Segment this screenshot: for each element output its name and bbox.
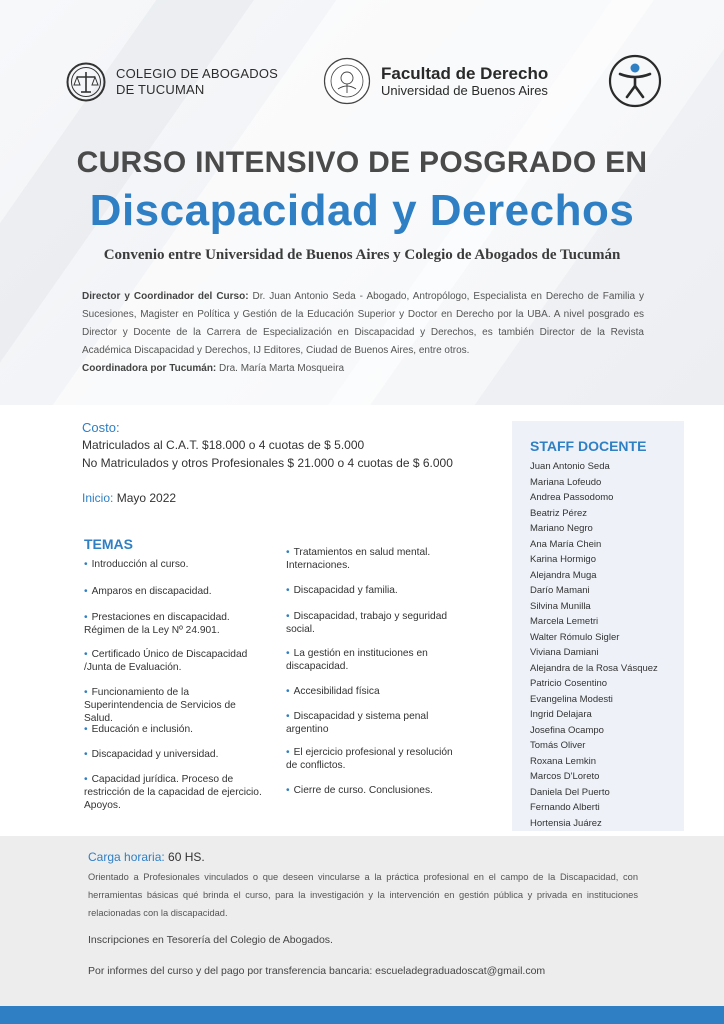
course-title-line1: CURSO INTENSIVO DE POSGRADO EN <box>76 146 648 179</box>
list-item: • La gestión en instituciones en discapacidad. <box>286 648 428 672</box>
staff-name: Ana María Chein <box>530 538 602 550</box>
bullet-icon: • <box>286 686 290 697</box>
staff-name: Ingrid Delajara <box>530 709 592 720</box>
list-item: • Discapacidad y sistema penal argentino <box>286 711 429 735</box>
bullet-icon: • <box>286 648 290 659</box>
staff-name: Marcela Lemetri <box>530 616 599 627</box>
carga-horaria <box>88 850 205 864</box>
carga-value: 60 HS. <box>164 850 205 864</box>
staff-name: Fernando Alberti <box>530 802 600 813</box>
list-item: • Amparos en discapacidad. <box>84 586 212 597</box>
colegio-logo <box>66 62 278 102</box>
list-item: • Tratamientos en salud mental. Internaciones. <box>286 547 431 571</box>
staff-name: Alejandra Muga <box>530 569 597 581</box>
staff-name: Mariano Negro <box>530 523 593 534</box>
director-text: Dr. Juan Antonio Seda - Abogado, Antropólogo, Especialista en Derecho de Familia y Sucesiones, Magister en Política y Gestión de la Educación Superior y Doctor en Derecho por la UBA. A nivel posgrado es Director y Docente de la Carrera de Especialización en Discapacidad y Derechos, es también Director de la Revista Académica Discapacidad y Derechos, IJ Editores, Ciudad de Buenos Aires, entre otros. <box>82 291 645 356</box>
informes-text: Por informes del curso y del pago por transferencia bancaria: escueladegraduadoscat@gmail.com <box>88 965 546 977</box>
footer-bar <box>0 1006 724 1024</box>
inicio-info <box>82 491 176 505</box>
staff-name: Tomás Oliver <box>530 740 586 751</box>
staff-name: Josefina Ocampo <box>530 724 604 736</box>
carga-label: Carga horaria: <box>88 850 165 864</box>
inscripciones-text: Inscripciones en Tesorería del Colegio de Abogados. <box>88 934 333 946</box>
costo-label: Costo: <box>82 420 120 435</box>
facultad-name: Facultad de Derecho <box>381 63 549 83</box>
accessibility-icon <box>608 54 662 108</box>
staff-list <box>530 459 658 831</box>
list-item: • Prestaciones en discapacidad. Régimen de la Ley Nº 24.901. <box>84 612 230 636</box>
bullet-icon: • <box>286 785 290 796</box>
bullet-icon: • <box>84 559 88 570</box>
list-item: • Accesibilidad física <box>286 686 380 697</box>
staff-name: Patricio Cosentino <box>530 678 608 689</box>
bullet-icon: • <box>286 547 290 558</box>
list-item: • Educación e inclusión. <box>84 724 193 735</box>
colegio-name-line2: DE TUCUMAN <box>116 82 205 97</box>
course-title-line2: Discapacidad y Derechos <box>89 186 635 235</box>
list-item: • Discapacidad y familia. <box>286 585 398 596</box>
inicio-value: Mayo 2022 <box>113 491 177 505</box>
orientado-text: Orientado a Profesionales vinculados o que deseen vincularse a la práctica profesional en el campo de la Discapacidad, con herramientas básicas qué brinda el curso, para la investigación y la intervención en gestión pública y privada en instituciones relacionadas con la discapacidad. <box>88 872 638 918</box>
staff-name: Mariana Lofeudo <box>530 476 602 488</box>
convenio-subtitle: Convenio entre Universidad de Buenos Aires y Colegio de Abogados de Tucumán <box>103 247 621 263</box>
bullet-icon: • <box>286 747 290 758</box>
list-item: • Discapacidad y universidad. <box>84 749 219 760</box>
bullet-icon: • <box>286 585 290 596</box>
list-item: • Introducción al curso. <box>84 559 189 570</box>
staff-title: STAFF DOCENTE <box>530 438 647 454</box>
staff-name: Marcos D'Loreto <box>530 771 600 782</box>
bullet-icon: • <box>84 749 88 760</box>
staff-name: Viviana Damiani <box>530 647 599 658</box>
staff-name: Karina Hormigo <box>530 554 596 565</box>
staff-name: Juan Antonio Seda <box>530 461 610 472</box>
staff-name: Hortensia Juárez <box>530 817 602 829</box>
staff-name: Daniela Del Puerto <box>530 786 610 798</box>
bullet-icon: • <box>84 687 88 698</box>
staff-name: Beatriz Pérez <box>530 507 588 519</box>
staff-name: Walter Rómulo Sigler <box>530 631 620 643</box>
bullet-icon: • <box>84 612 88 623</box>
inicio-label: Inicio: <box>82 491 114 505</box>
bullet-icon: • <box>84 649 88 660</box>
universidad-name: Universidad de Buenos Aires <box>381 82 548 98</box>
list-item: • Funcionamiento de la Superintendencia de Servicios de Salud. <box>84 687 236 724</box>
director-label: Director y Coordinador del Curso: <box>82 291 249 302</box>
bullet-icon: • <box>84 774 88 785</box>
list-item: • Certificado Único de Discapacidad /Junta de Evaluación. <box>84 649 248 673</box>
bullet-icon: • <box>286 711 290 722</box>
director-description <box>82 288 644 378</box>
list-item: • Cierre de curso. Conclusiones. <box>286 785 433 796</box>
staff-name: Darío Mamani <box>530 585 590 596</box>
costo-no-matriculados: No Matriculados y otros Profesionales $ 21.000 o 4 cuotas de $ 6.000 <box>82 456 453 470</box>
bullet-icon: • <box>84 586 88 597</box>
bullet-icon: • <box>286 611 290 622</box>
staff-docente-panel <box>512 421 684 831</box>
staff-name: Silvina Munilla <box>530 600 591 612</box>
list-item: • Discapacidad, trabajo y seguridad social. <box>286 611 448 635</box>
facultad-logo <box>323 57 548 105</box>
colegio-seal-icon <box>66 62 106 102</box>
staff-name: Andrea Passodomo <box>530 492 614 503</box>
coordinadora-label: Coordinadora por Tucumán: <box>82 363 217 374</box>
costo-matriculados: Matriculados al C.A.T. $18.000 o 4 cuotas de $ 5.000 <box>82 438 365 452</box>
bullet-icon: • <box>84 724 88 735</box>
staff-name: Alejandra de la Rosa Vásquez <box>530 662 658 674</box>
list-item: • El ejercicio profesional y resolución de conflictos. <box>286 747 453 771</box>
temas-title: TEMAS <box>84 536 133 552</box>
colegio-name-line1: COLEGIO DE ABOGADOS <box>116 66 279 81</box>
coordinadora-text: Dra. María Marta Mosqueira <box>216 363 345 374</box>
staff-name: Roxana Lemkin <box>530 755 597 767</box>
staff-name: Evangelina Modesti <box>530 693 613 705</box>
list-item: • Capacidad jurídica. Proceso de restricción de la capacidad de ejercicio. Apoyos. <box>84 774 262 811</box>
uba-seal-icon <box>323 57 371 105</box>
